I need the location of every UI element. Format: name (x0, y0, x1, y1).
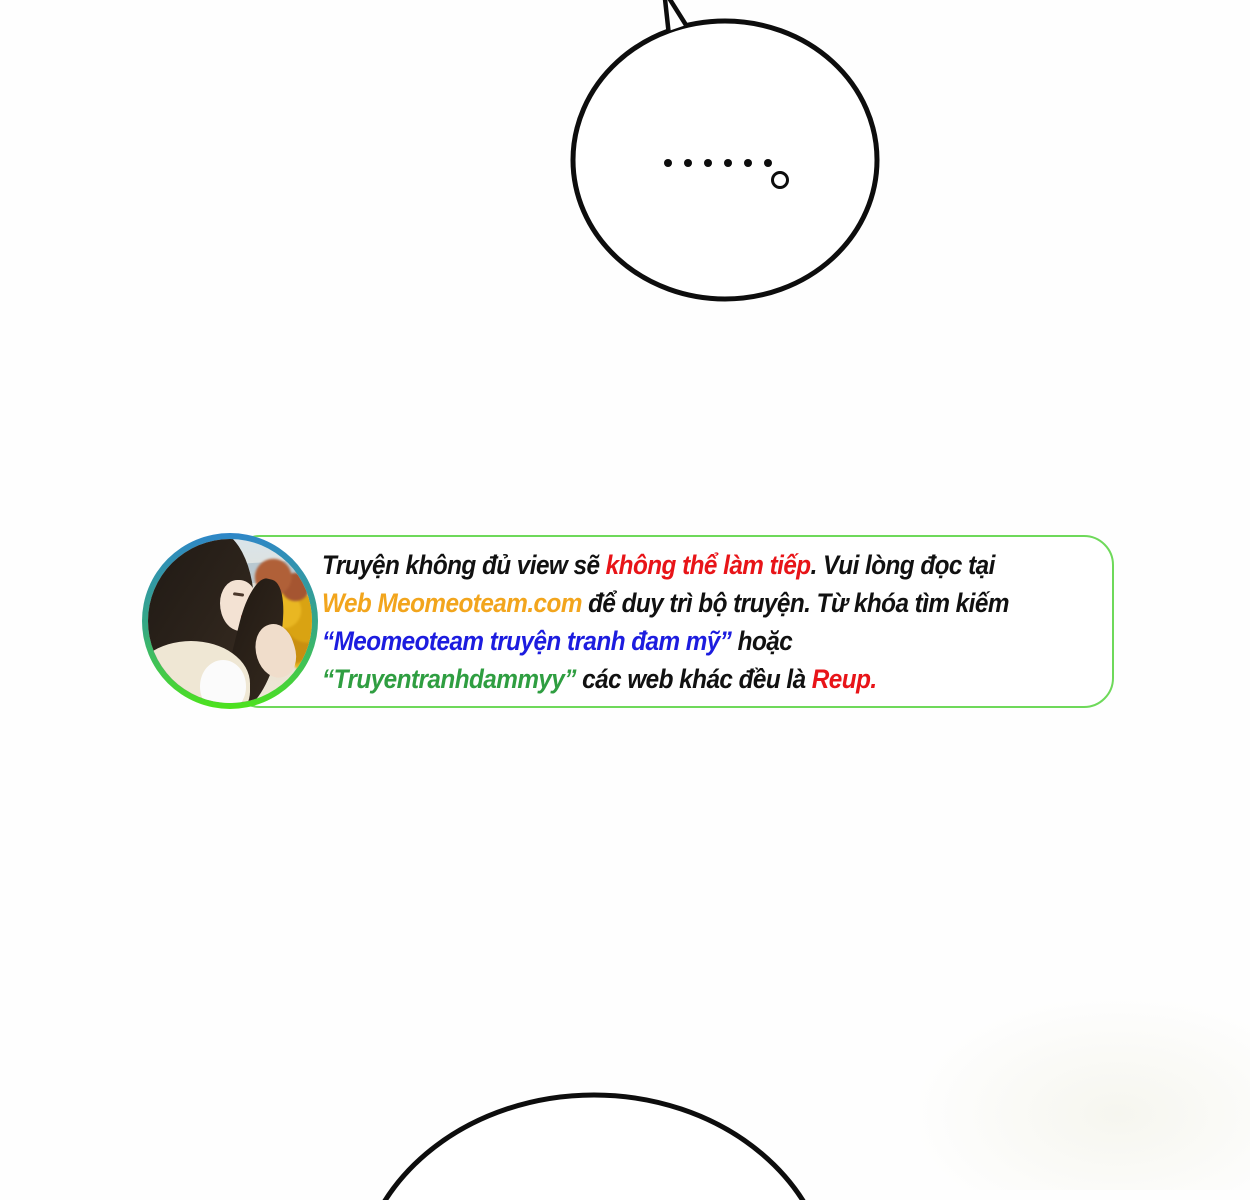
notice-segment: Reup. (811, 664, 877, 694)
avatar (148, 539, 312, 703)
ellipsis-dot (684, 159, 692, 167)
ellipsis-dot (664, 159, 672, 167)
notice-segment: không thể làm tiếp (605, 550, 811, 580)
ellipsis-dot (744, 159, 752, 167)
notice-line-2 (322, 584, 1009, 622)
ellipsis-dot (764, 159, 772, 167)
ellipsis-dot (704, 159, 712, 167)
small-breath-circle (771, 171, 789, 189)
notice-segment: Truyện không đủ view sẽ (322, 550, 606, 580)
bottom-speech-bubble (357, 1095, 831, 1200)
notice-segment: hoặc (731, 626, 793, 656)
notice-line-4 (322, 660, 1009, 698)
top-speech-bubble-tail (664, 0, 686, 31)
notice-segment-keyword: “Meomeoteam truyện tranh đam mỹ” (322, 626, 732, 656)
notice-segment: . Vui lòng đọc tại (810, 550, 995, 580)
ellipsis-dots (664, 159, 772, 167)
avatar-ring (142, 533, 318, 709)
notice-line-1 (322, 546, 1009, 584)
notice-segment: để duy trì bộ truyện. Từ khóa tìm kiếm (581, 588, 1009, 618)
notice-segment-website: Web Meomeoteam.com (322, 588, 582, 618)
notice-segment: các web khác đều là (575, 664, 812, 694)
translator-notice-text (322, 546, 1085, 698)
ellipsis-dot (724, 159, 732, 167)
notice-segment-keyword: “Truyentranhdammyy” (322, 664, 576, 694)
notice-line-3 (322, 622, 1009, 660)
background-smudge (920, 1000, 1250, 1190)
